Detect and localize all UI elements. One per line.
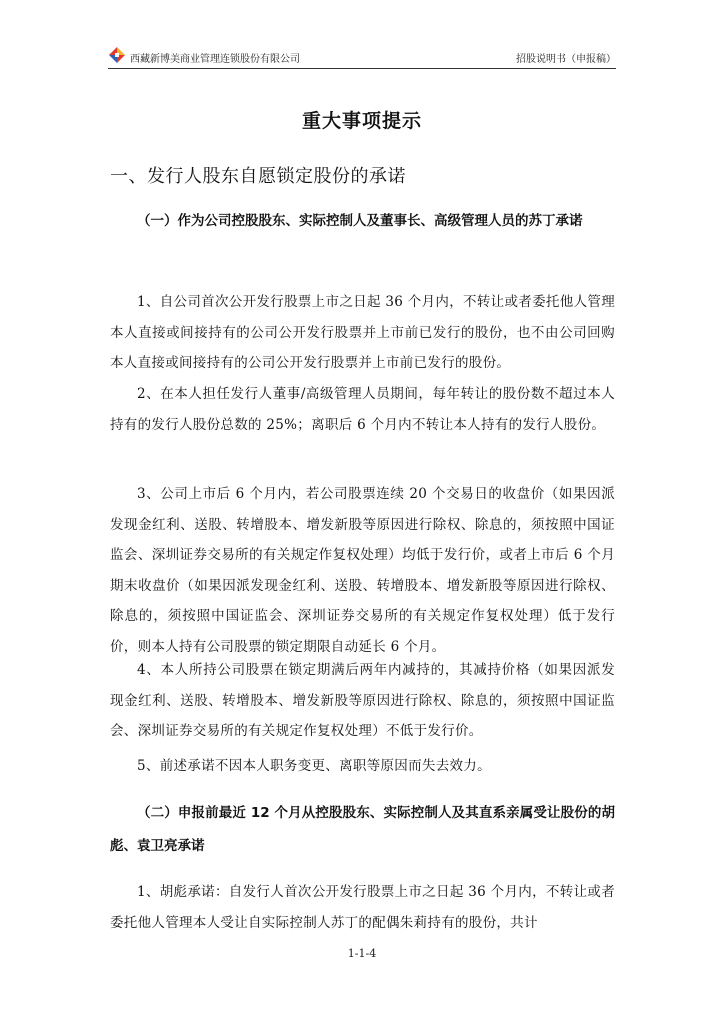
- paragraph-6: 1、胡彪承诺：自发行人首次公开发行股票上市之日起 36 个月内，不转让或者委托他人管理本人受让自实际控制人苏丁的配偶朱莉持有的股份，共计: [110, 884, 615, 931]
- paragraph-3: 3、公司上市后 6 个月内，若公司股票连续 20 个交易日的收盘价（如果因派发现金红利、送股、转增股本、增发新股等原因进行除权、除息的，须按照中国证监会、深圳证券交易所的有关规定作复权处理）均低于发行价，或者上市后 6 个月期末收盘价（如果因派发现金红利、送股、转增股本、增发新股等原因进行除权、除息的，须按照中国证监会、深圳证券交易所的有关规定作复权处理）低于发行价，则本人持有公司股票的锁定期限自动延长 6 个月。: [110, 486, 615, 655]
- page-number: 1-1-4: [347, 947, 377, 960]
- section-heading: 一、发行人股东自愿锁定股份的承诺: [110, 166, 406, 187]
- paragraph-2: 2、在本人担任发行人董事/高级管理人员期间，每年转让的股份数不超过本人持有的发行人股份总数的 25%；离职后 6 个月内不转让本人持有的发行人股份。: [110, 386, 615, 433]
- document-name: 招股说明书（申报稿）: [516, 54, 616, 65]
- page-title: 重大事项提示: [301, 110, 422, 132]
- subsection-heading-2: （二）申报前最近 12 个月从控股股东、实际控制人及其直系亲属受让股份的胡彪、袁卫亮承诺: [110, 805, 615, 854]
- paragraph-1: 1、自公司首次公开发行股票上市之日起 36 个月内，不转让或者委托他人管理本人直接或间接持有的公司公开发行股票并上市前已发行的股份，也不由公司回购本人直接或间接持有的公司公开发行股票并上市前已发行的股份。: [110, 294, 615, 371]
- company-name: 西藏新博美商业管理连锁股份有限公司: [130, 54, 300, 65]
- page-header: [108, 44, 616, 69]
- company-logo-icon: [108, 46, 126, 64]
- subsection-heading-1: （一）作为公司控股股东、实际控制人及董事长、高级管理人员的苏丁承诺: [137, 213, 583, 229]
- paragraph-4: 4、本人所持公司股票在锁定期满后两年内减持的，其减持价格（如果因派发现金红利、送股、转增股本、增发新股等原因进行除权、除息的，须按照中国证监会、深圳证券交易所的有关规定作复权处理）不低于发行价。: [110, 662, 615, 739]
- paragraph-5: 5、前述承诺不因本人职务变更、离职等原因而失去效力。: [137, 758, 491, 774]
